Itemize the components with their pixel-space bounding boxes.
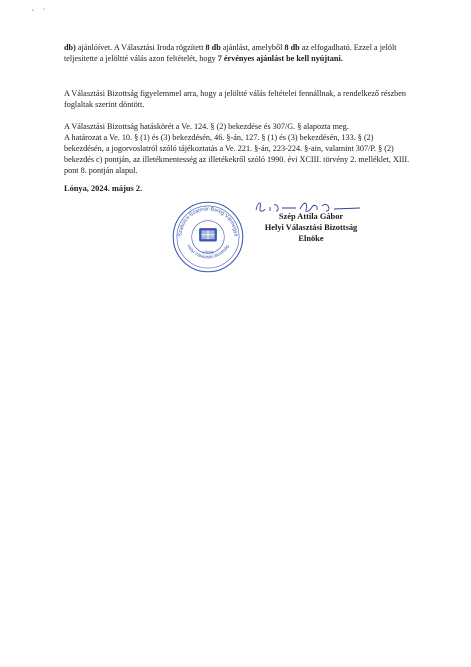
legal-basis-competence: A Választási Bizottság hatáskörét a Ve. 124. § (2) bekezdése és 307/G. § alapozta meg. <box>64 122 349 131</box>
stamp-inner-text: Helyi Választási Bizottság <box>186 243 230 260</box>
stamp-ring-text: Szabolcs-Szatmár-Bereg Vármegye <box>177 206 239 237</box>
signatory-role: Elnöke <box>298 234 324 243</box>
bold-text: 7 érvényes ajánlást be kell nyújtani. <box>217 54 343 63</box>
bold-text: 8 db <box>205 43 221 52</box>
signature-block <box>236 199 386 244</box>
coat-of-arms-emblem <box>199 228 217 241</box>
paragraph-legal-basis <box>64 121 414 176</box>
official-stamp <box>171 200 245 274</box>
bold-text: 8 db <box>284 43 300 52</box>
scan-artifact-mark <box>30 6 50 14</box>
signatory-title: Helyi Választási Bizottság <box>264 223 358 232</box>
document-date: Lónya, 2024. május 2. <box>64 184 143 193</box>
text: az elfogadható. Ezzel a jelölt teljesítette a jelöltté válás azon feltételét, hogy <box>64 43 397 63</box>
signatory-name: Szép Attila Gábor <box>278 212 344 221</box>
text: ajánlóívet. A Választási Iroda rögzített <box>75 43 206 52</box>
legal-basis-detail: A határozat a Ve. 10. § (1) és (3) bekezdésén, 46. §-án, 127. § (1) és (3) bekezdésén, 133. § (2) bekezdésén, a jogorvoslatról szóló tájékoztatás a Ve. 221. §-án, 223-224. §-ain, valamint 307/P. § (2) bekezdés c) pontján, az illetékmentesség az illetékekről szóló 1990. évi XCIII. törvény 2. melléklet, XIII. pont 8. pontján alapul. <box>64 133 410 175</box>
stamp-bottom-text: Lónya <box>202 249 214 255</box>
text: ajánlást, amelyből <box>220 43 285 52</box>
paragraph-recommendations <box>64 42 414 64</box>
signature-line <box>236 199 386 211</box>
bold-text: db) <box>64 43 76 52</box>
paragraph-decision: A Választási Bizottság figyelemmel arra, hogy a jelöltté válás feltételei fennállnak, a rendelkező részben foglaltak szerint döntött. <box>64 89 406 109</box>
